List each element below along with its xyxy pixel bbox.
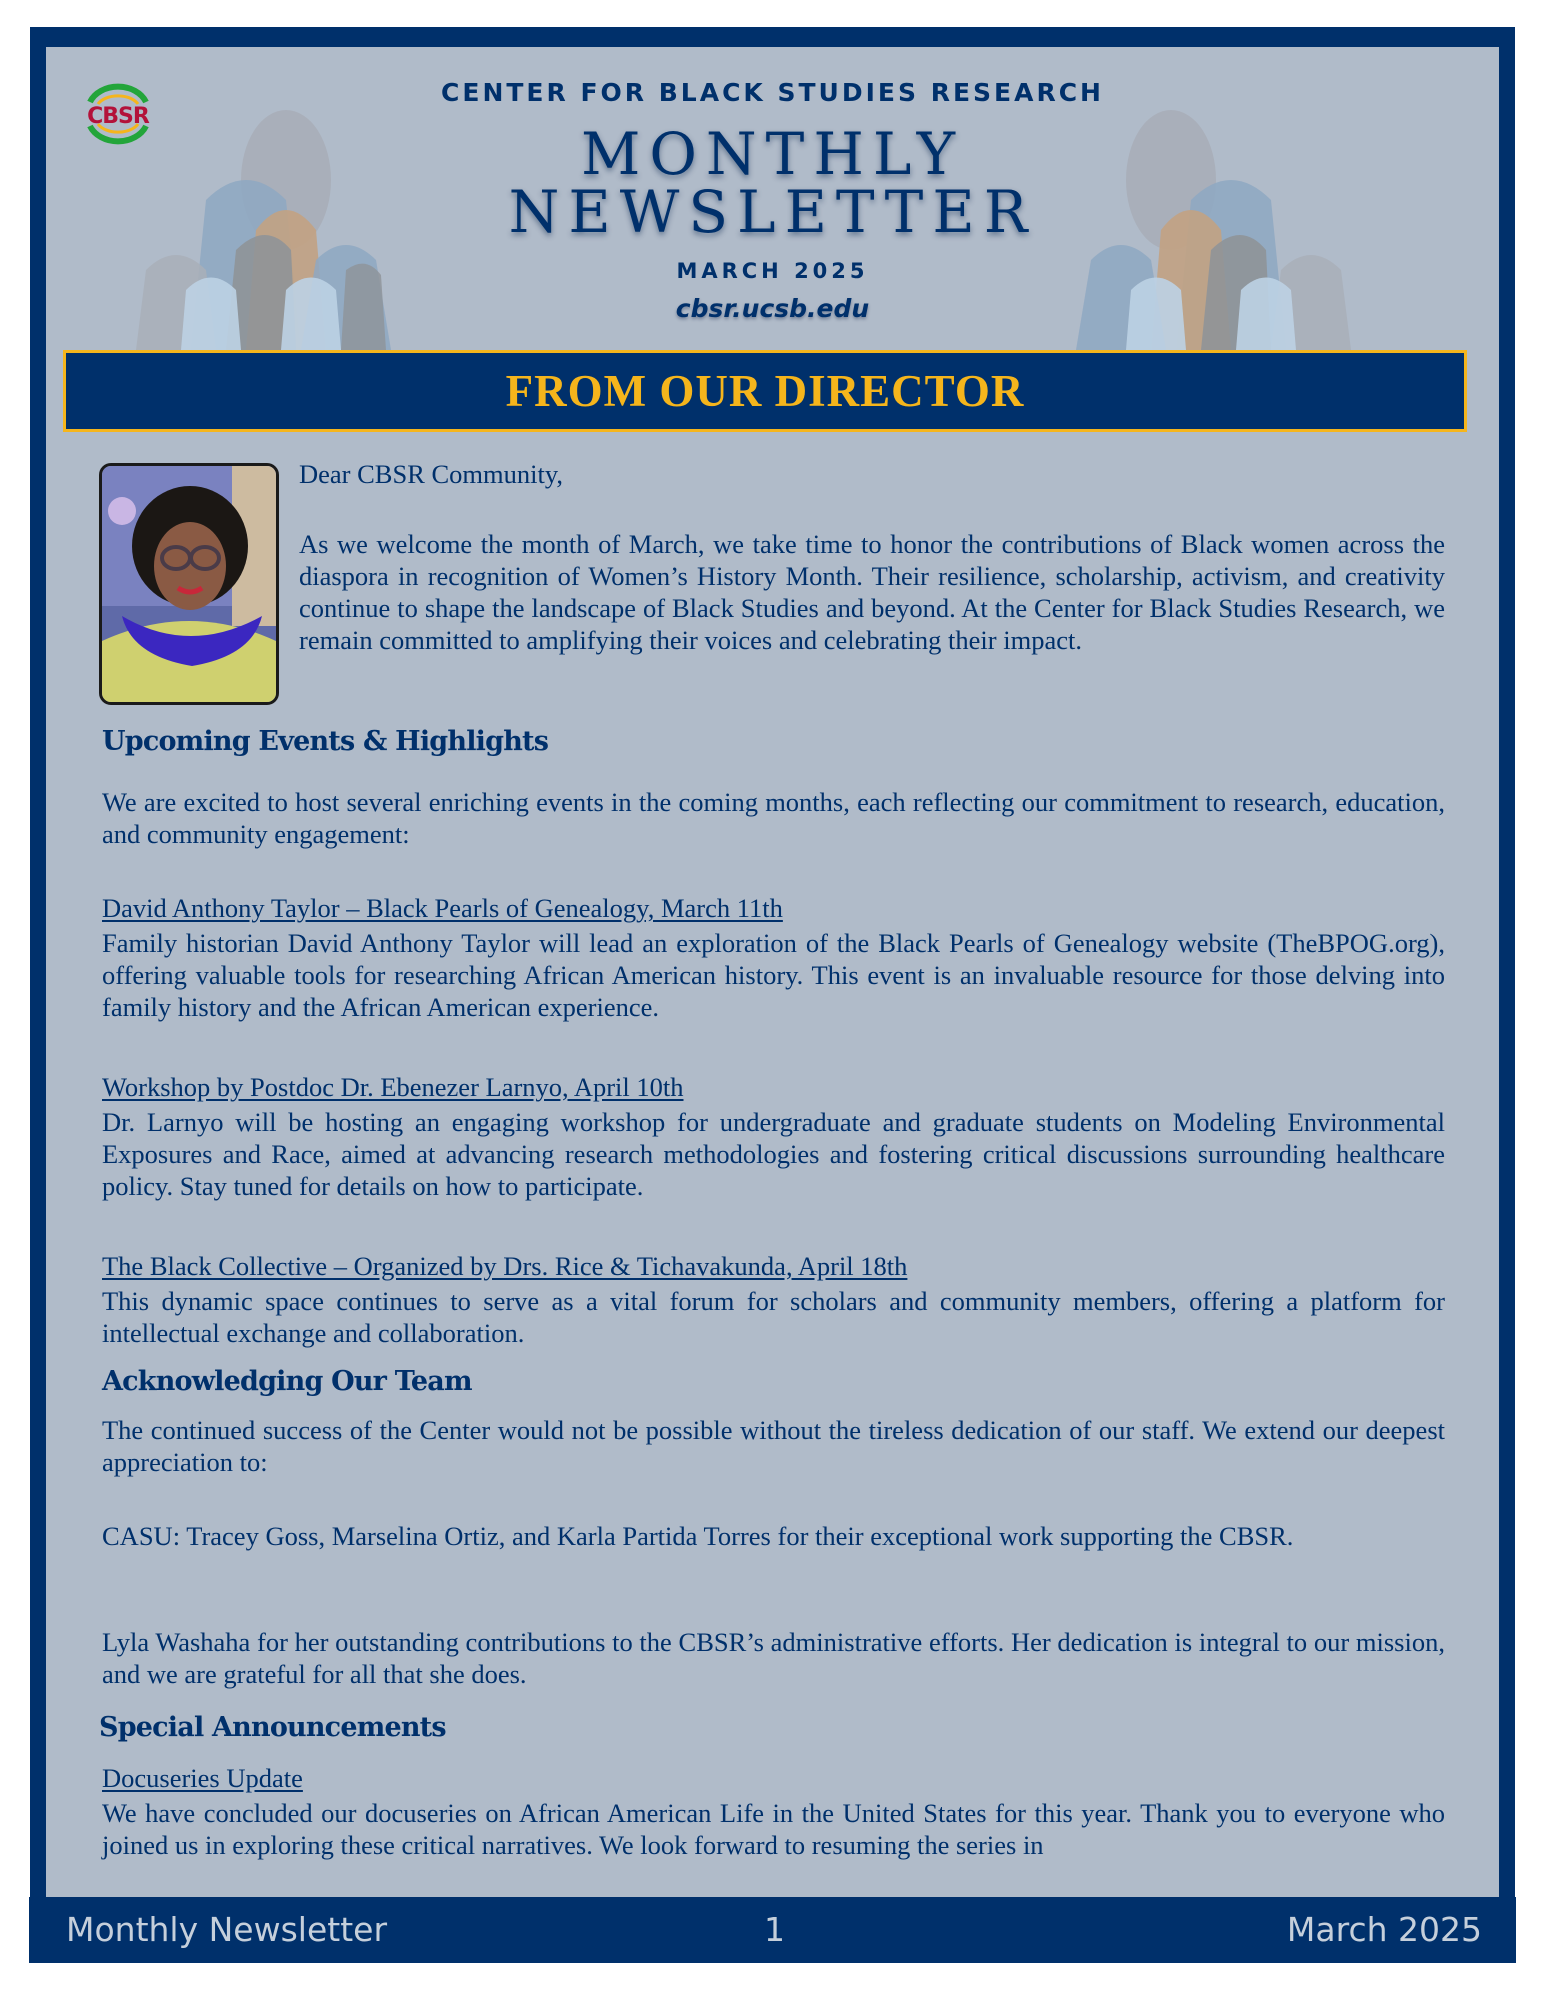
banner-title: FROM OUR DIRECTOR (505, 366, 1025, 416)
portrait-image (102, 466, 276, 702)
event-body-2: Dr. Larnyo will be hosting an engaging workshop for undergraduate and graduate students on Modeling Environmental Exposures and Race, aimed at advancing research methodologies and fostering critical discussions surrounding healthcare policy. Stay tuned for details on how to participate. (102, 1107, 1445, 1201)
events-heading: Upcoming Events & Highlights (102, 726, 549, 757)
organization-name: CENTER FOR BLACK STUDIES RESEARCH (441, 78, 1104, 107)
team-paragraph-1: CASU: Tracey Goss, Marselina Ortiz, and Karla Partida Torres for their exceptional work supporting the CBSR. (102, 1521, 1294, 1551)
team-heading: Acknowledging Our Team (102, 1366, 472, 1397)
page-footer (29, 1897, 1516, 1963)
event-body-3: This dynamic space continues to serve as a vital forum for scholars and community members, offering a platform for intellectual exchange and collaboration. (102, 1286, 1445, 1348)
announcements-heading: Special Announcements (99, 1712, 446, 1743)
footer-publication-name: Monthly Newsletter (66, 1910, 388, 1949)
event-title-3[interactable]: The Black Collective – Organized by Drs. Rice & Tichavakunda, April 18th (102, 1251, 908, 1281)
footer-page-number: 1 (764, 1910, 785, 1949)
footer-date: March 2025 (1286, 1910, 1482, 1949)
letter-salutation: Dear CBSR Community, (299, 459, 564, 489)
announcement-body-1: We have concluded our docuseries on African American Life in the United States for this year. Thank you to everyone who joined us in exploring these critical narratives. We look forward to resuming the series in (102, 1798, 1445, 1860)
director-photo (99, 463, 279, 705)
team-intro: The continued success of the Center would not be possible without the tireless dedication of our staff. We extend our deepest appreciation to: (102, 1415, 1445, 1477)
section-banner (63, 350, 1467, 432)
event-title-1[interactable]: David Anthony Taylor – Black Pearls of Genealogy, March 11th (102, 893, 783, 923)
newsletter-title-line1: MONTHLY (580, 120, 965, 188)
event-body-1: Family historian David Anthony Taylor will lead an exploration of the Black Pearls of Genealogy website (TheBPOG.org), offering valuable tools for researching African American history. This event is an invaluable resource for those delving into family history and the African American experience. (102, 928, 1445, 1022)
newsletter-title-line2: NEWSLETTER (508, 178, 1037, 246)
letter-intro: As we welcome the month of March, we take time to honor the contributions of Black women across the diaspora in recognition of Women’s History Month. Their resilience, scholarship, activism, and creativity continue to shape the landscape of Black Studies and beyond. At the Center for Black Studies Research, we remain committed to amplifying their voices and celebrating their impact. (299, 529, 1445, 655)
website-link[interactable]: cbsr.ucsb.edu (675, 294, 870, 323)
events-intro: We are excited to host several enriching events in the coming months, each reflecting our commitment to research, education, and community engagement: (102, 787, 1445, 849)
team-paragraph-2: Lyla Washaha for her outstanding contributions to the CBSR’s administrative efforts. Her dedication is integral to our mission, and we are grateful for all that she does. (102, 1627, 1445, 1689)
issue-date: MARCH 2025 (676, 259, 869, 283)
announcement-title-1[interactable]: Docuseries Update (102, 1763, 303, 1793)
event-title-2[interactable]: Workshop by Postdoc Dr. Ebenezer Larnyo, April 10th (102, 1072, 684, 1102)
svg-text:CBSR: CBSR (87, 104, 149, 129)
